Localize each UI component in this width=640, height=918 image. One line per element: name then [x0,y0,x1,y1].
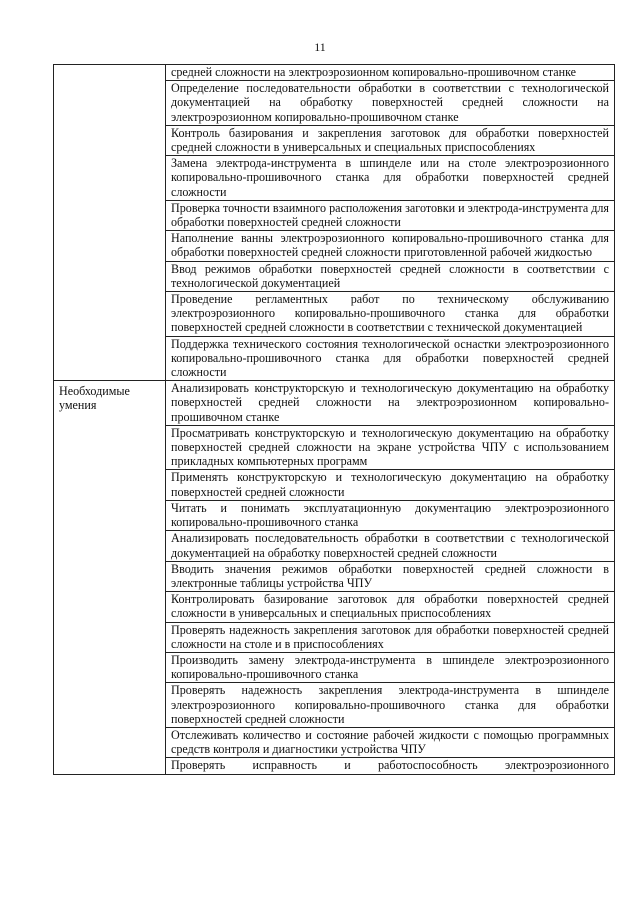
requirements-table-body [54,65,615,775]
requirement-item: Ввод режимов обработки поверхностей средней сложности в соответствии с технологической документацией [166,261,615,291]
section-label-cell: Необходимые умения [54,381,166,774]
requirement-item: Проверка точности взаимного расположения заготовки и электрода-инструмента для обработки поверхностей средней сложности [166,200,615,230]
requirement-item: Просматривать конструкторскую и технологическую документацию на обработку поверхностей средней сложности на экране устройства ЧПУ с использованием прикладных компьютерных программ [166,425,615,470]
requirement-item: Анализировать конструкторскую и технологическую документацию на обработку поверхностей средней сложности на электроэрозионном копировально-прошивочном станке [166,381,615,426]
requirement-item: Проведение регламентных работ по техническому обслуживанию электроэрозионного копировально-прошивочного станка для обработки поверхностей средней сложности в соответствии с технической документацией [166,292,615,337]
section-label-cell [54,65,166,381]
requirement-item: Анализировать последовательность обработки в соответствии с технологической документацией на обработку поверхностей средней сложности [166,531,615,561]
requirement-item: средней сложности на электроэрозионном копировально-прошивочном станке [166,65,615,81]
requirement-item: Наполнение ванны электроэрозионного копировально-прошивочного станка для обработки поверхностей средней сложности приготовленной рабочей жидкостью [166,231,615,261]
table-row [54,65,615,81]
requirement-item: Проверять исправность и работоспособность электроэрозионного [166,758,615,774]
requirement-item: Контролировать базирование заготовок для обработки поверхностей средней сложности в универсальных и специальных приспособлениях [166,592,615,622]
requirements-table [53,64,615,775]
requirement-item: Производить замену электрода-инструмента в шпинделе электроэрозионного копировально-прошивочного станка [166,652,615,682]
requirement-item: Контроль базирования и закрепления заготовок для обработки поверхностей средней сложности в универсальных и специальных приспособлениях [166,125,615,155]
requirement-item: Замена электрода-инструмента в шпинделе или на столе электроэрозионного копировально-прошивочного станка для обработки поверхностей средней сложности [166,156,615,201]
requirement-item: Поддержка технического состояния технологической оснастки электроэрозионного копировально-прошивочного станка для обработки поверхностей средней сложности [166,336,615,381]
requirement-item: Определение последовательности обработки в соответствии с технологической документацией на обработку поверхностей средней сложности на электроэрозионном копировально-прошивочном станке [166,81,615,126]
requirement-item: Читать и понимать эксплуатационную документацию электроэрозионного копировально-прошивочного станка [166,500,615,530]
page-number: 11 [314,40,326,54]
requirement-item: Отслеживать количество и состояние рабочей жидкости с помощью программных средств контроля и диагностики устройства ЧПУ [166,727,615,757]
table-row [54,381,615,426]
requirement-item: Применять конструкторскую и технологическую документацию на обработку поверхностей средней сложности [166,470,615,500]
requirement-item: Проверять надежность закрепления электрода-инструмента в шпинделе электроэрозионного копировально-прошивочного станка для обработки поверхностей средней сложности [166,683,615,728]
requirement-item: Вводить значения режимов обработки поверхностей средней сложности в электронные таблицы устройства ЧПУ [166,561,615,591]
requirement-item: Проверять надежность закрепления заготовок для обработки поверхностей средней сложности на столе и в приспособлениях [166,622,615,652]
